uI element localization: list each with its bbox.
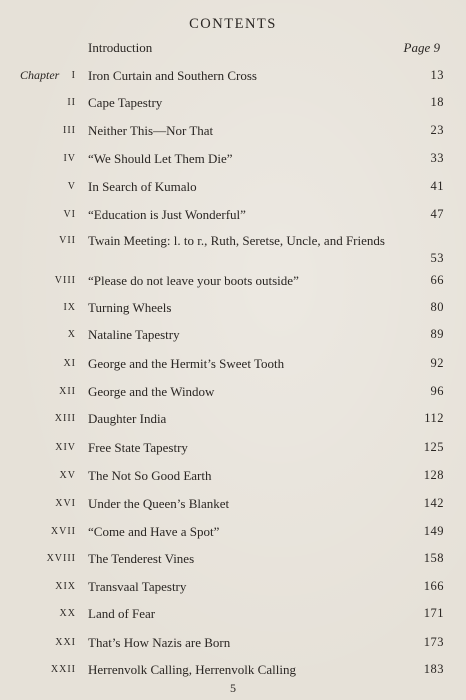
- chapter-title: Daughter India: [88, 411, 167, 426]
- chapter-numeral: XX: [59, 608, 76, 619]
- chapter-numeral: VI: [63, 209, 76, 220]
- chapter-title: “Please do not leave your boots outside”: [88, 273, 299, 288]
- chapter-numeral: XIX: [55, 581, 76, 592]
- chapter-numeral: XIV: [55, 442, 76, 453]
- chapter-page-number: 112: [424, 411, 444, 425]
- introduction-page-number: 9: [433, 40, 440, 55]
- chapter-page-number: 149: [423, 524, 444, 538]
- chapter-numeral: V: [67, 181, 76, 192]
- chapter-page-number: 53: [430, 251, 444, 265]
- chapter-numeral: III: [63, 125, 76, 136]
- chapter-numeral: XXII: [50, 664, 76, 675]
- chapter-numeral: IX: [63, 302, 76, 313]
- chapter-page-number: 23: [430, 123, 444, 137]
- chapter-page-number: 41: [430, 179, 444, 193]
- introduction-label: Introduction: [88, 40, 153, 55]
- chapter-title: George and the Window: [88, 384, 215, 399]
- chapter-title: Under the Queen’s Blanket: [88, 496, 230, 511]
- chapter-numeral: IV: [63, 153, 76, 164]
- chapter-title: Nataline Tapestry: [88, 327, 180, 342]
- chapter-title: “Come and Have a Spot”: [88, 524, 220, 539]
- chapter-page-number: 33: [430, 151, 444, 165]
- chapter-page-number: 173: [423, 635, 444, 649]
- page-number: 5: [230, 681, 236, 695]
- chapter-page-number: 158: [423, 551, 444, 565]
- chapter-title: “We Should Let Them Die”: [88, 151, 233, 166]
- chapter-title: The Not So Good Earth: [88, 468, 212, 483]
- chapter-page-number: 125: [423, 440, 444, 454]
- chapter-numeral: XVI: [55, 498, 76, 509]
- chapter-page-number: 171: [423, 606, 444, 620]
- chapter-page-number: 47: [430, 207, 444, 221]
- chapter-page-number: 128: [423, 468, 444, 482]
- chapter-title: In Search of Kumalo: [88, 179, 197, 194]
- chapter-page-number: 166: [423, 579, 444, 593]
- chapter-page-number: 13: [430, 68, 444, 82]
- chapter-word: Chapter: [20, 68, 60, 82]
- chapter-numeral: XVIII: [46, 553, 76, 564]
- chapter-title: Land of Fear: [88, 606, 156, 621]
- chapter-title: Iron Curtain and Southern Cross: [88, 68, 257, 83]
- chapter-page-number: 142: [423, 496, 444, 510]
- chapter-numeral: I: [71, 70, 76, 81]
- chapter-title: Transvaal Tapestry: [88, 579, 187, 594]
- introduction-row: [0, 40, 466, 60]
- chapter-page-number: 183: [423, 662, 444, 676]
- chapter-numeral: X: [67, 329, 76, 340]
- contents-heading: CONTENTS: [189, 16, 277, 32]
- chapter-page-number: 96: [430, 384, 444, 398]
- chapter-page-number: 66: [430, 273, 444, 287]
- chapter-title: Cape Tapestry: [88, 95, 163, 110]
- chapter-title: George and the Hermit’s Sweet Tooth: [88, 356, 285, 371]
- chapter-title: Neither This—Nor That: [88, 123, 214, 138]
- chapter-numeral: XVII: [50, 526, 76, 537]
- page-word: Page: [403, 40, 431, 55]
- chapter-numeral: XIII: [54, 413, 76, 424]
- chapter-numeral: XXI: [55, 637, 76, 648]
- chapter-page-number: 92: [430, 356, 444, 370]
- chapter-page-number: 80: [430, 300, 444, 314]
- chapter-title: Turning Wheels: [88, 300, 172, 315]
- chapter-numeral: XI: [63, 358, 76, 369]
- chapter-title: Free State Tapestry: [88, 440, 188, 455]
- chapter-numeral: VIII: [54, 275, 76, 286]
- chapter-numeral: VII: [59, 235, 76, 246]
- chapter-title: That’s How Nazis are Born: [88, 635, 231, 650]
- chapter-page-number: 89: [430, 327, 444, 341]
- chapter-numeral: XII: [59, 386, 76, 397]
- chapter-numeral: XV: [59, 470, 76, 481]
- chapter-numeral: II: [67, 97, 76, 108]
- chapter-page-number: 18: [430, 95, 444, 109]
- chapter-title: Herrenvolk Calling, Herrenvolk Calling: [88, 662, 296, 677]
- chapter-title: “Education is Just Wonderful”: [88, 207, 246, 222]
- chapter-title: Twain Meeting: l. to r., Ruth, Seretse, Uncle, and Friends: [88, 233, 385, 248]
- introduction-page: [404, 40, 440, 56]
- chapter-title: The Tenderest Vines: [88, 551, 195, 566]
